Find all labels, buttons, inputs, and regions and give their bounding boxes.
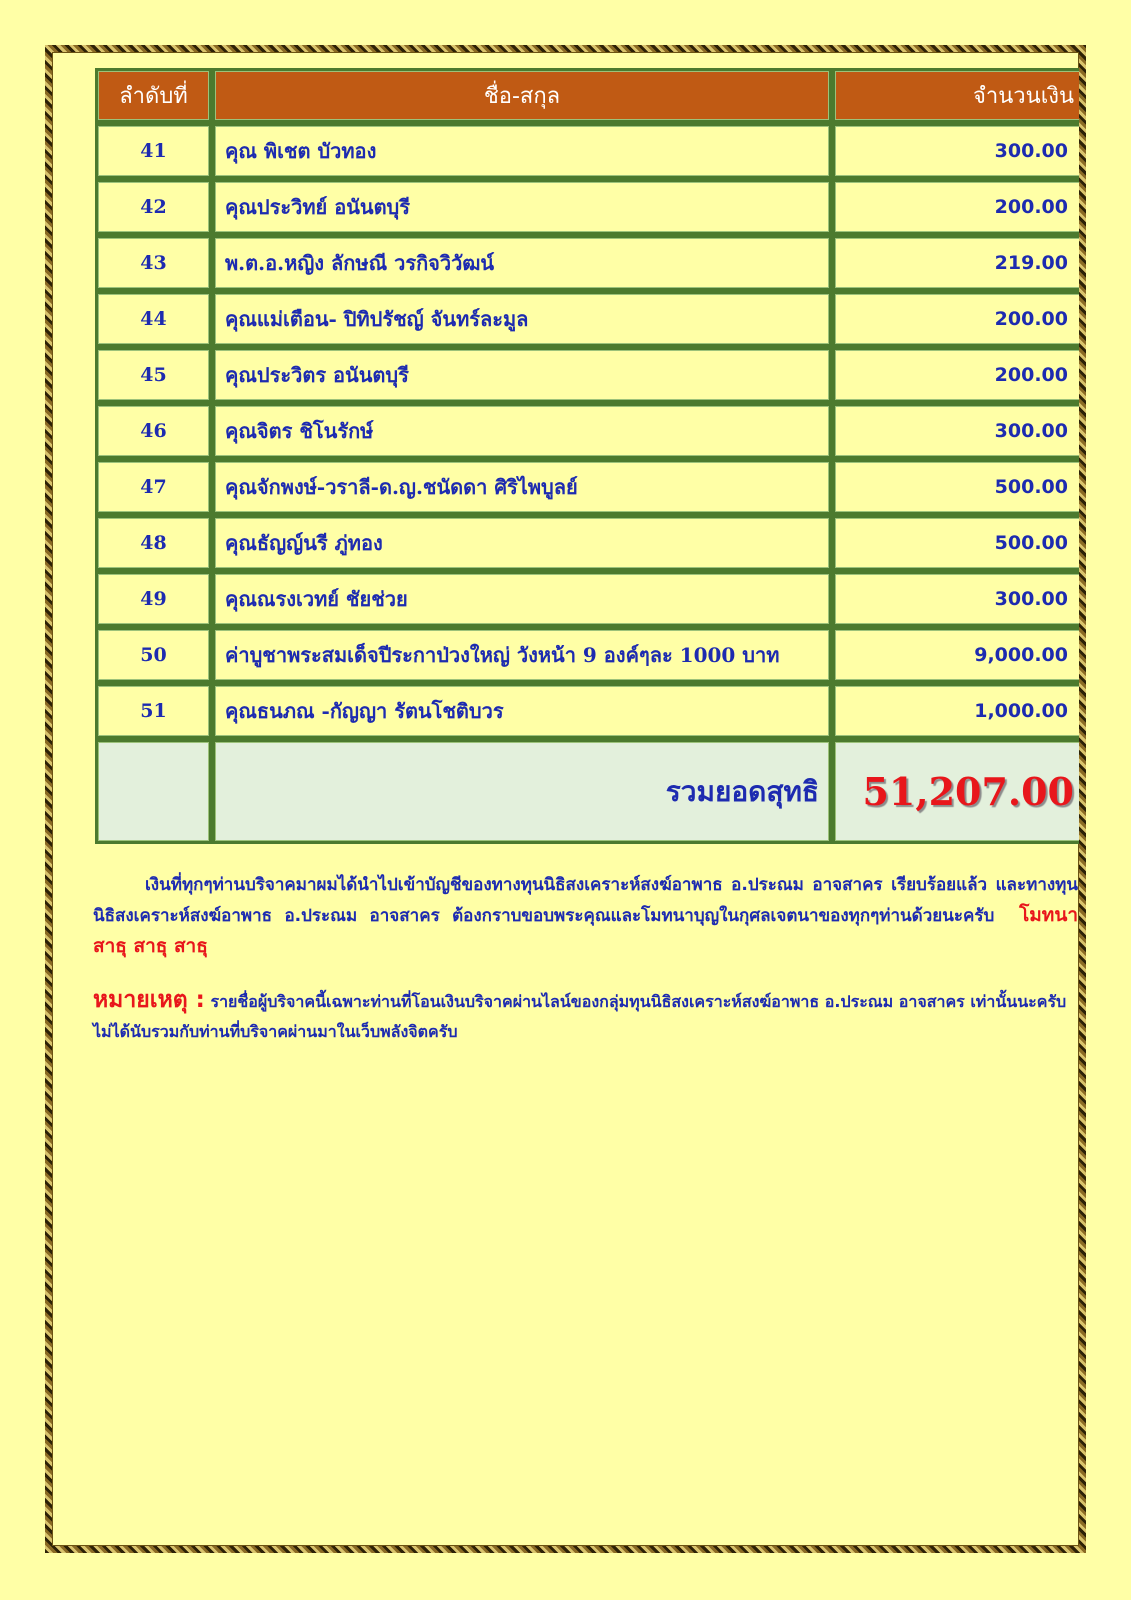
row-number: 44 xyxy=(95,291,212,347)
table-row xyxy=(95,683,1079,739)
table-row xyxy=(95,291,1079,347)
row-name: คุณณรงเวทย์ ชัยช่วย xyxy=(212,571,832,627)
table-row xyxy=(95,627,1079,683)
note-heading: หมายเหตุ : xyxy=(93,987,205,1013)
donation-table-container xyxy=(95,68,1079,844)
row-number: 42 xyxy=(95,179,212,235)
row-amount: 219.00 xyxy=(832,235,1079,291)
row-name: คุณ พิเชต บัวทอง xyxy=(212,123,832,179)
row-amount: 200.00 xyxy=(832,347,1079,403)
note-text: รายชื่อผู้บริจาคนี้เฉพาะท่านที่โอนเงินบริจาคผ่านไลน์ของกลุ่มทุนนิธิสงเคราะห์สงฆ์อาพาธ อ.ประณม อาจสาคร เท่านั้นนะครับไม่ได้นับรวมกับท่านที่บริจาคผ่านมาในเว็บพลังจิตครับ xyxy=(93,992,1067,1041)
row-name: คุณธัญญ์นรี ภู่ทอง xyxy=(212,515,832,571)
thanks-highlight: โมทนาสาธุ สาธุ สาธุ xyxy=(93,904,1078,957)
row-name: พ.ต.อ.หญิง ลักษณี วรกิจวิวัฒน์ xyxy=(212,235,832,291)
row-amount: 300.00 xyxy=(832,571,1079,627)
row-number: 46 xyxy=(95,403,212,459)
note-paragraph xyxy=(93,985,1078,1047)
row-name: ค่าบูชาพระสมเด็จปีระกาป่วงใหญ่ วังหน้า 9 องค์ๆละ 1000 บาท xyxy=(212,627,832,683)
header-name: ชื่อ-สกุล xyxy=(212,68,832,123)
donation-table xyxy=(95,68,1079,844)
row-name: คุณประวิตร อนันตบุรี xyxy=(212,347,832,403)
total-row xyxy=(95,739,1079,844)
row-number: 49 xyxy=(95,571,212,627)
header-number: ลำดับที่ xyxy=(95,68,212,123)
row-number: 45 xyxy=(95,347,212,403)
total-label: รวมยอดสุทธิ xyxy=(212,739,832,844)
total-empty-cell xyxy=(95,739,212,844)
row-amount: 300.00 xyxy=(832,123,1079,179)
table-row xyxy=(95,347,1079,403)
row-name: คุณประวิทย์ อนันตบุรี xyxy=(212,179,832,235)
row-number: 41 xyxy=(95,123,212,179)
row-number: 48 xyxy=(95,515,212,571)
table-row xyxy=(95,515,1079,571)
row-amount: 500.00 xyxy=(832,459,1079,515)
header-amount: จำนวนเงิน xyxy=(832,68,1079,123)
thanks-text: เงินที่ทุกๆท่านบริจาคมาผมได้นำไปเข้าบัญชีของทางทุนนิธิสงเคราะห์สงฆ์อาพาธ อ.ประณม อาจสาคร เรียบร้อยแล้ว และทางทุนนิธิสงเคราะห์สงฆ์อาพาธ อ.ประณม อาจสาคร ต้องกราบขอบพระคุณและโมทนาบุญในกุศลเจตนาของทุกๆท่านด้วยนะครับ xyxy=(93,875,1078,926)
row-number: 47 xyxy=(95,459,212,515)
table-row xyxy=(95,403,1079,459)
table-row xyxy=(95,571,1079,627)
row-number: 43 xyxy=(95,235,212,291)
table-header-row xyxy=(95,68,1079,123)
table-row xyxy=(95,123,1079,179)
table-row xyxy=(95,459,1079,515)
thanks-paragraph xyxy=(93,870,1078,962)
row-name: คุณแม่เตือน- ปิทิปรัชญ์ จันทร์ละมูล xyxy=(212,291,832,347)
row-amount: 300.00 xyxy=(832,403,1079,459)
row-number: 50 xyxy=(95,627,212,683)
row-amount: 1,000.00 xyxy=(832,683,1079,739)
row-number: 51 xyxy=(95,683,212,739)
row-amount: 500.00 xyxy=(832,515,1079,571)
row-amount: 200.00 xyxy=(832,291,1079,347)
total-amount: 51,207.00 xyxy=(832,739,1079,844)
row-amount: 200.00 xyxy=(832,179,1079,235)
row-name: คุณจิตร ชิโนรักษ์ xyxy=(212,403,832,459)
table-row xyxy=(95,235,1079,291)
table-row xyxy=(95,179,1079,235)
row-amount: 9,000.00 xyxy=(832,627,1079,683)
row-name: คุณจักพงษ์-วราลี-ด.ญ.ชนัดดา ศิริไพบูลย์ xyxy=(212,459,832,515)
row-name: คุณธนภณ -กัญญา รัตนโชติบวร xyxy=(212,683,832,739)
